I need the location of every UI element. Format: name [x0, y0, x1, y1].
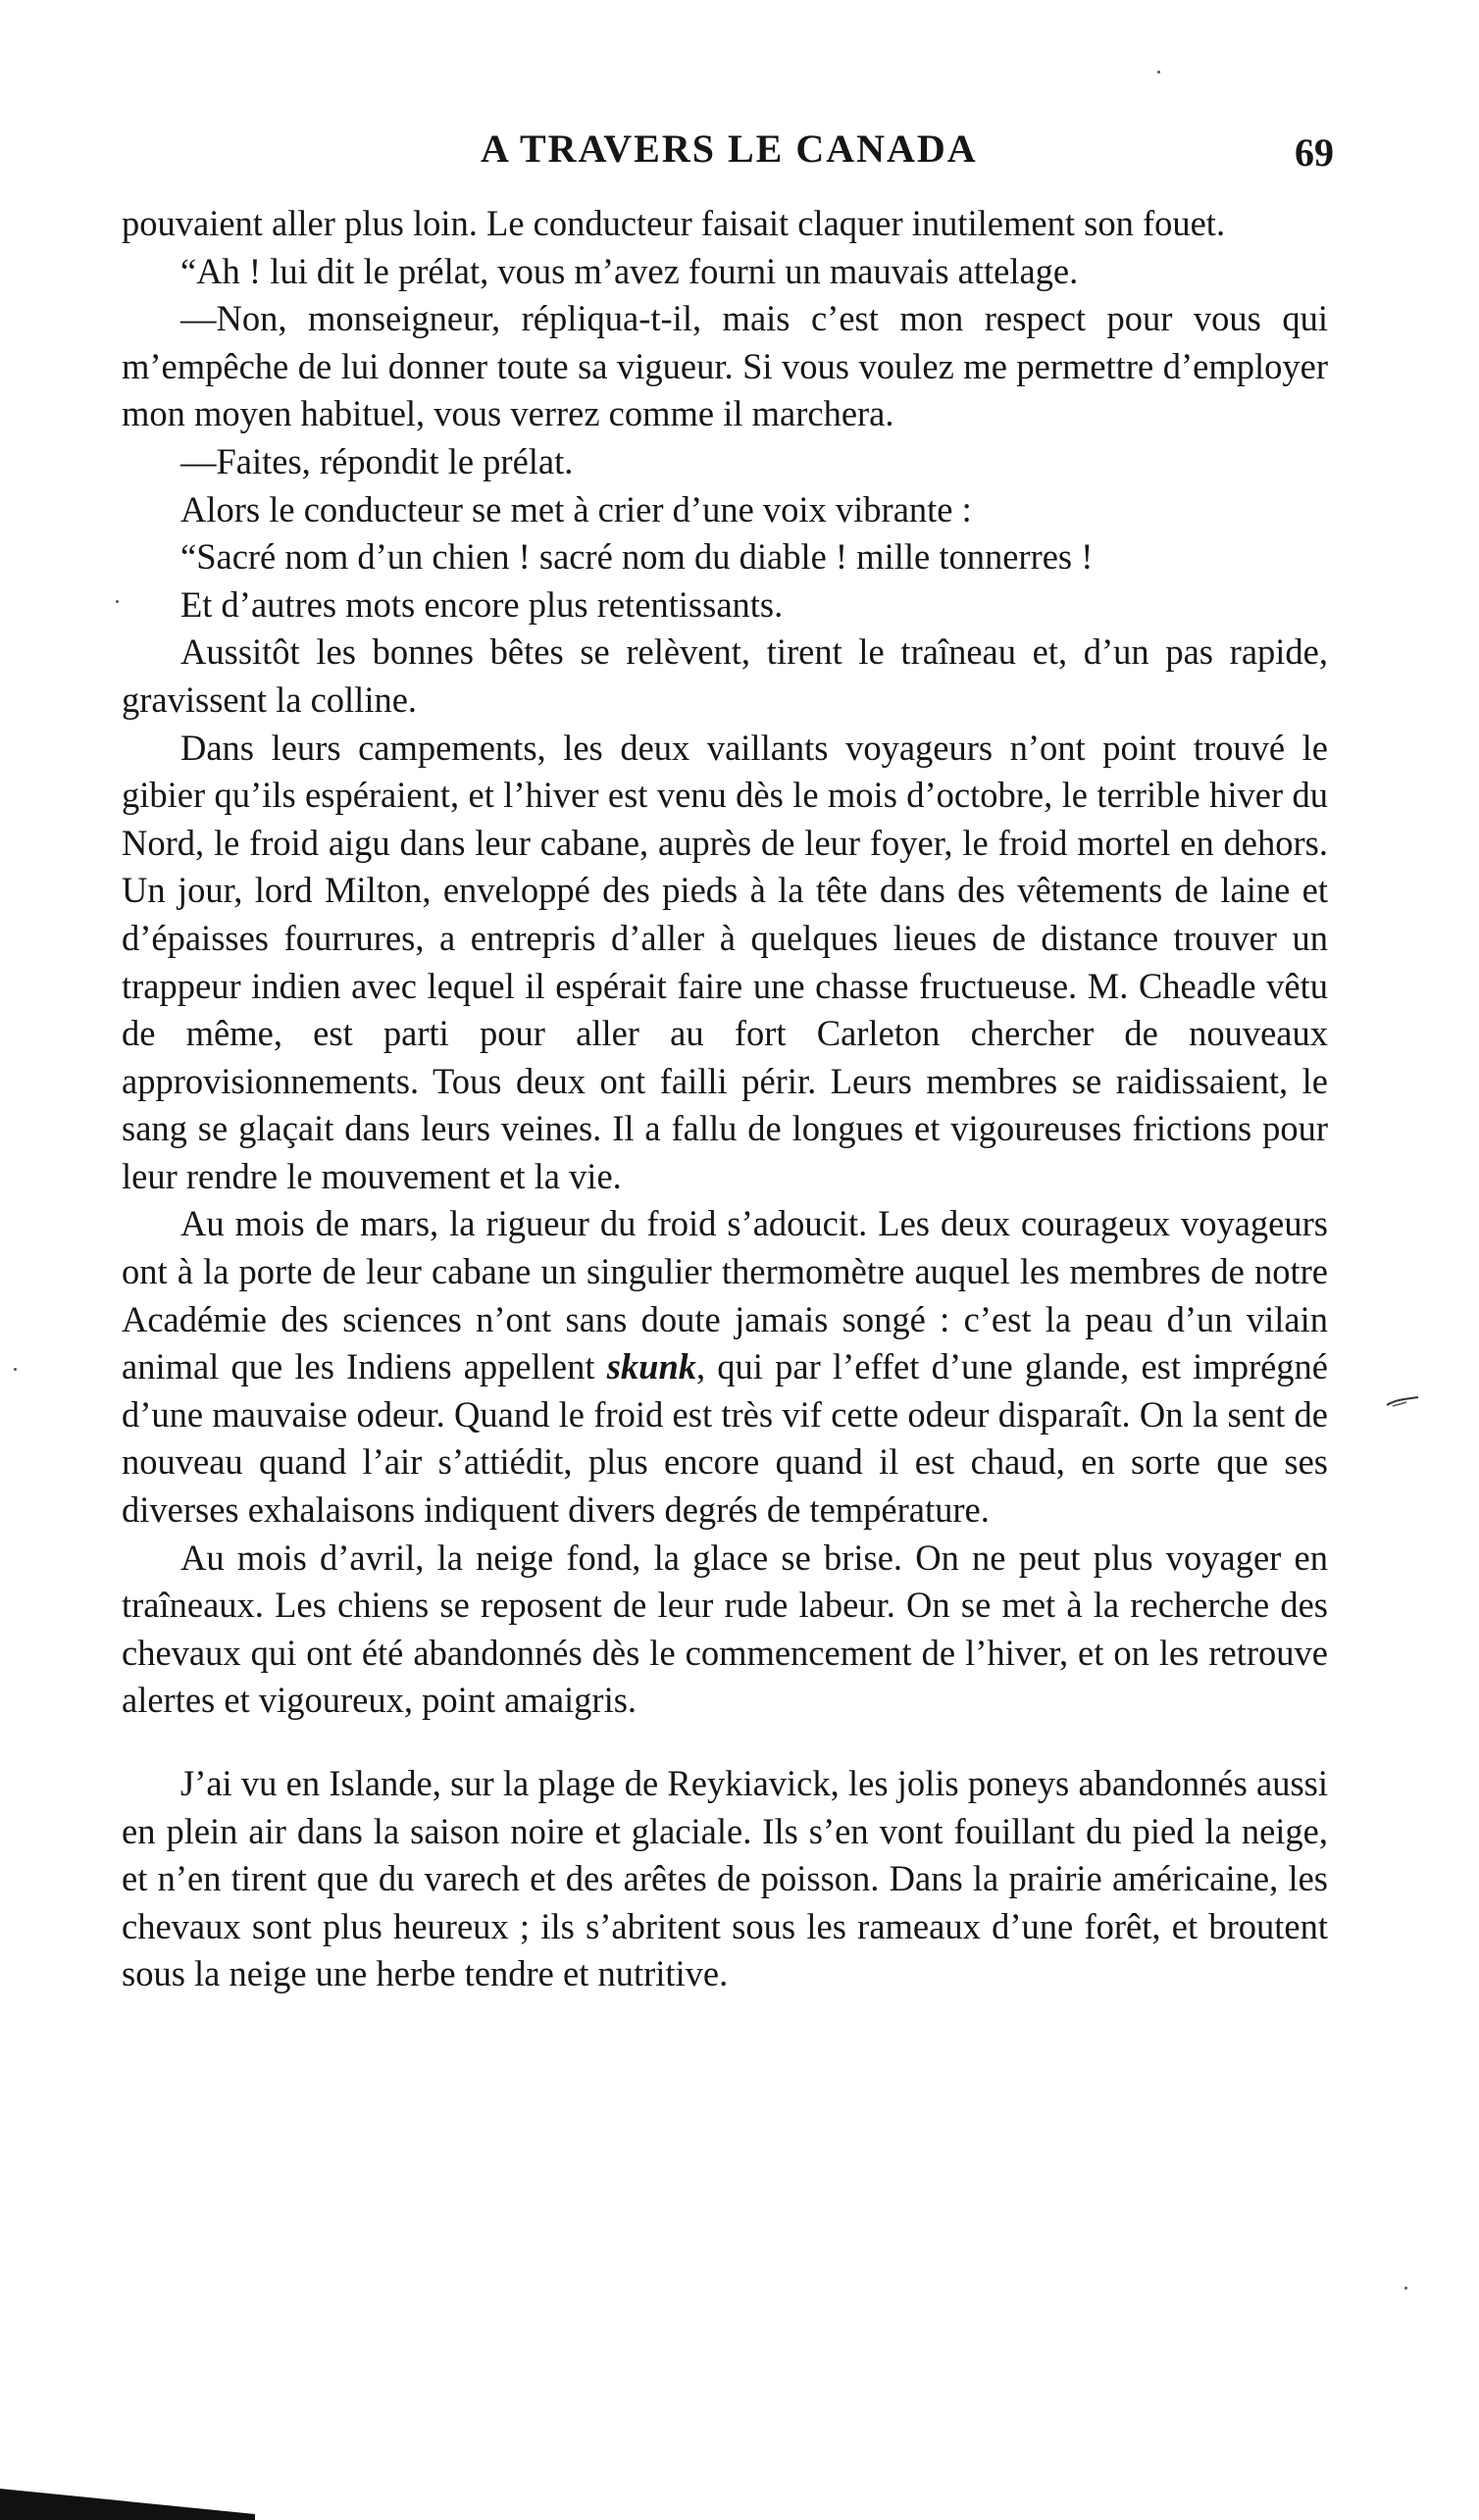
page-number: 69	[1295, 130, 1334, 175]
paragraph: “Ah ! lui dit le prélat, vous m’avez fourni un mauvais attelage.	[180, 250, 1079, 291]
body-text	[122, 200, 1328, 1998]
paragraph: Au mois d’avril, la neige fond, la glace se brise. On ne peut plus voyager en traîneaux. Les chiens se reposent de leur rude labeur. On se met à la recherche des chevaux qui ont été abandonnés dès le commencement de l’hiver, et on les retrouve alertes et vigoureux, point amaigris.	[122, 1537, 1328, 1721]
speck	[1404, 2287, 1407, 2290]
scan-edge-shadow-icon	[0, 2471, 255, 2520]
paragraph: Aussitôt les bonnes bêtes se relèvent, tirent le traîneau et, d’un pas rapide, gravissent la colline.	[122, 631, 1328, 720]
paragraph: —Non, monseigneur, répliqua-t-il, mais c’est mon respect pour vous qui m’empêche de lui donner toute sa vigueur. Si vous voulez me permettre d’employer mon moyen habituel, vous verrez comme il marchera.	[122, 298, 1328, 434]
skunk-text-after: , qui par l’effet d’une glande, est imprégné d’une mauvaise odeur. Quand le froid est très vif cette odeur disparaît. On la sent de nouveau quand l’air s’attiédit, plus encore quand il est chaud, en sorte que ses diverses exhalaisons indiquent divers degrés de température.	[122, 1346, 1329, 1531]
paragraph: Dans leurs campements, les deux vaillants voyageurs n’ont point trouvé le gibier qu’ils espéraient, et l’hiver est venu dès le mois d’octobre, le terrible hiver du Nord, le froid aigu dans leur cabane, auprès de leur foyer, le froid mortel en dehors. Un jour, lord Milton, enveloppé des pieds à la tête dans des vêtements de laine et d’épaisses fourrures, a entrepris d’aller à quelques lieues de distance trouver un trappeur indien avec lequel il espérait faire une chasse fructueuse. M. Cheadle vêtu de même, est parti pour aller au fort Carleton chercher de nouveaux approvisionnements. Tous deux ont failli périr. Leurs membres se raidissaient, le sang se glaçait dans leurs veines. Il a fallu de longues et vigoureuses frictions pour leur rendre le mouvement et la vie.	[122, 727, 1328, 1196]
paragraph: Et d’autres mots encore plus retentissants.	[180, 583, 784, 625]
skunk-italic-word: skunk	[606, 1346, 696, 1387]
speck	[1157, 71, 1160, 74]
running-title: A TRAVERS LE CANADA	[481, 126, 978, 171]
paragraph-continued: pouvaient aller plus loin. Le conducteur faisait claquer inutilement son fouet.	[122, 203, 1226, 243]
speck	[14, 1368, 17, 1371]
paragraph: J’ai vu en Islande, sur la plage de Reykiavick, les jolis poneys abandonnés aussi en plein air dans la saison noire et glaciale. Ils s’en vont fouillant du pied la neige, et n’en tirent que du varech et des arêtes de poisson. Dans la prairie américaine, les chevaux sont plus heureux ; ils s’abritent sous les rameaux d’une forêt, et broutent sous la neige une herbe tendre et nutritive.	[122, 1763, 1328, 1994]
speck	[116, 600, 119, 603]
margin-pen-mark-icon	[1385, 1396, 1420, 1408]
paragraph: Alors le conducteur se met à crier d’une voix vibrante :	[180, 488, 972, 529]
paragraph: “Sacré nom d’un chien ! sacré nom du diable ! mille tonnerres !	[180, 536, 1094, 578]
skunk-text-before: Au mois de mars, la rigueur du froid s’adoucit. Les deux courageux voyageurs ont à la porte de leur cabane un singulier thermomètre auquel les membres de notre Académie des sciences n’ont sans doute jamais songé : c’est la peau d’un vilain animal que les Indiens appellent	[122, 1203, 1328, 1387]
paragraph-skunk	[122, 1200, 1328, 1534]
paragraph: —Faites, répondit le prélat.	[180, 440, 574, 481]
running-head	[137, 126, 1334, 184]
